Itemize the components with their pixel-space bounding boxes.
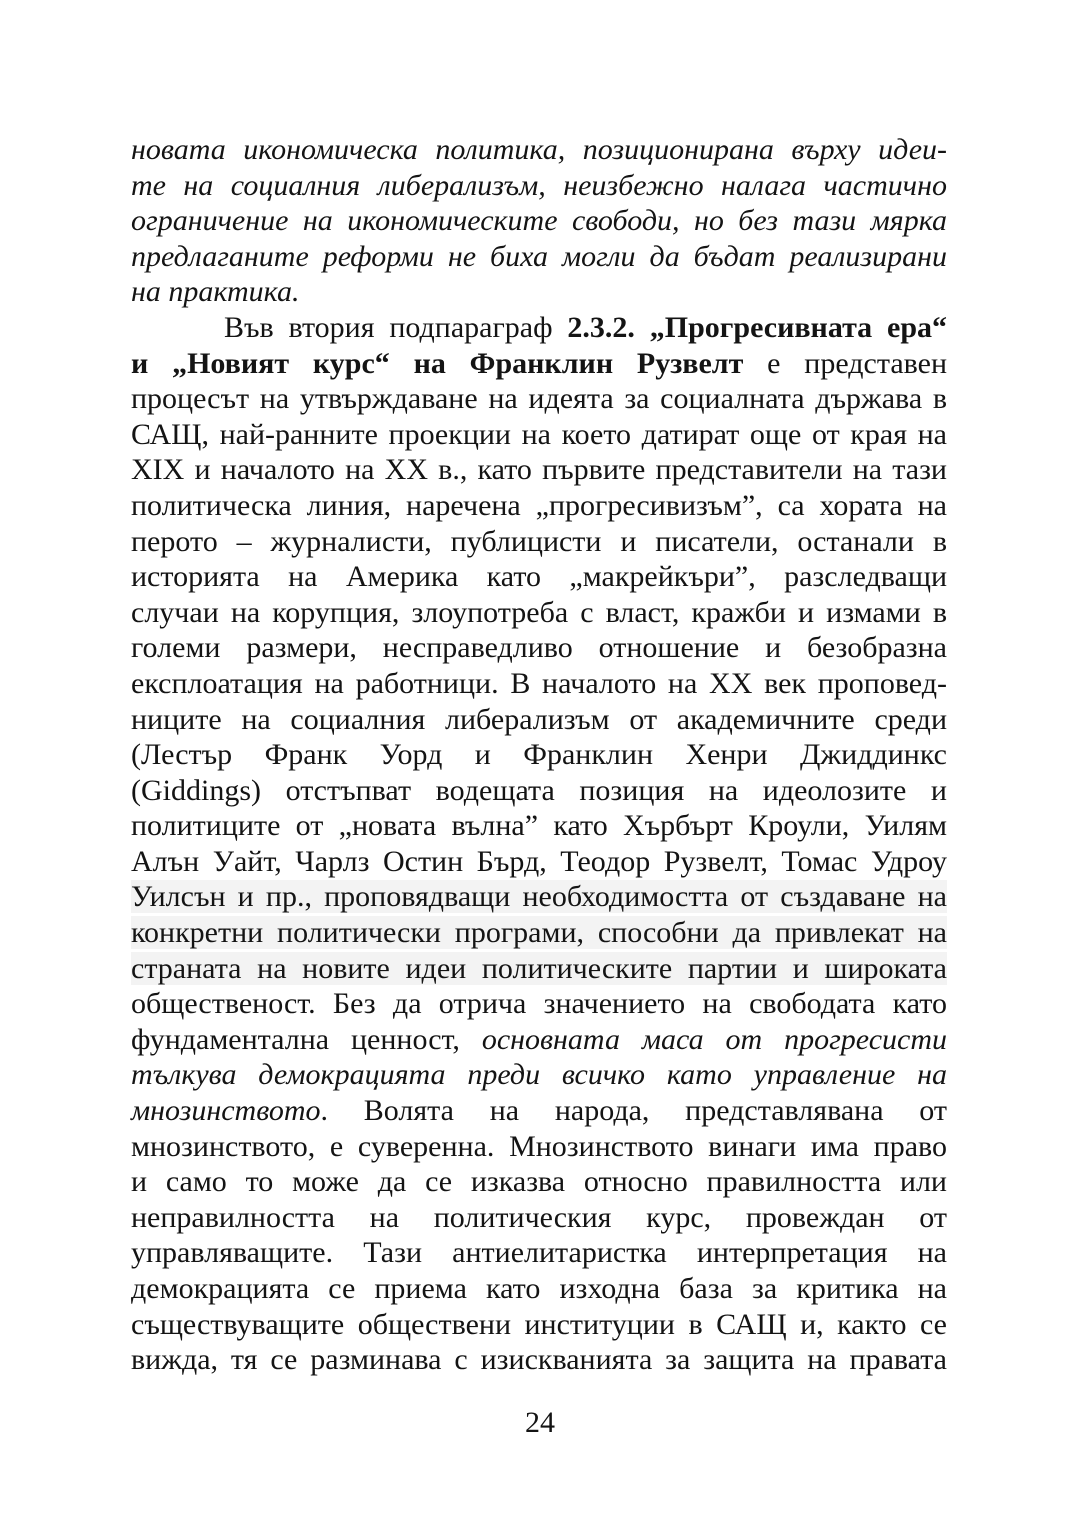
text-segment: е представен bbox=[743, 346, 947, 380]
text-line bbox=[131, 488, 947, 524]
text-line bbox=[131, 1200, 947, 1236]
text-line bbox=[131, 559, 947, 595]
text-line bbox=[131, 666, 947, 702]
text-line-content bbox=[131, 347, 947, 380]
text-segment: САЩ, най-ранните проекции на което датират още от края на bbox=[131, 417, 947, 451]
text-segment: конкретни политически програми, способни да привлекат на bbox=[131, 916, 947, 950]
text-segment: и само то може да се изказва относно правилността или bbox=[131, 1165, 947, 1199]
text-segment: демокрацията се приема като изходна база за критика на bbox=[131, 1272, 947, 1305]
text-segment: те на социалния либерализъм, неизбежно налага частично bbox=[131, 168, 947, 202]
text-line-content bbox=[131, 1308, 947, 1341]
text-line bbox=[131, 737, 947, 773]
text-line-content bbox=[131, 1236, 947, 1269]
text-line bbox=[131, 239, 947, 275]
text-line-content bbox=[131, 845, 947, 878]
text-line-content bbox=[131, 1094, 947, 1127]
text-line-content bbox=[131, 738, 947, 771]
page-body bbox=[131, 132, 947, 1378]
text-segment: управляващите. Тази антиелитаристка интерпретация на bbox=[131, 1236, 947, 1270]
text-line-content bbox=[131, 418, 947, 451]
text-segment: . Волята на народа, представлявана от bbox=[320, 1094, 947, 1128]
text-segment: процесът на утвърждаване на идеята за социалната държава в bbox=[131, 382, 947, 416]
text-line bbox=[131, 1307, 947, 1343]
text-line-content bbox=[131, 525, 947, 558]
text-line-content bbox=[131, 1130, 947, 1163]
text-segment: мнозинството, е суверенна. Мнозинството винаги има право bbox=[131, 1129, 947, 1163]
text-segment: вижда, тя се разминава с изискванията за защита на правата bbox=[131, 1343, 947, 1377]
text-line-content bbox=[131, 453, 947, 486]
text-segment: историята на Америка като „макрейкъри”, разследващи bbox=[131, 560, 947, 594]
text-segment: политическа линия, наречена „прогресивизъм”, са хората на bbox=[131, 488, 947, 522]
text-line-content bbox=[131, 952, 947, 985]
text-line bbox=[131, 346, 947, 382]
text-segment: фундаментална ценност, bbox=[131, 1022, 482, 1056]
text-line bbox=[131, 1129, 947, 1165]
text-line-content bbox=[131, 703, 947, 736]
text-line bbox=[131, 1342, 947, 1378]
text-line-content bbox=[131, 489, 947, 522]
text-line bbox=[131, 951, 947, 987]
text-line-content bbox=[131, 987, 947, 1020]
text-line bbox=[131, 417, 947, 453]
text-segment: неправилността на политическия курс, провеждан от bbox=[131, 1200, 947, 1234]
text-segment: експлоатация на работници. В началото на XX век проповед- bbox=[131, 666, 947, 700]
text-line bbox=[131, 1271, 947, 1307]
text-line-content bbox=[131, 1058, 947, 1091]
text-segment: тълкува демокрацията преди всичко като управление на bbox=[131, 1058, 947, 1092]
text-line bbox=[131, 132, 947, 168]
text-line-content bbox=[131, 774, 947, 807]
text-line bbox=[131, 381, 947, 417]
text-line-content bbox=[131, 596, 947, 629]
text-line bbox=[131, 1235, 947, 1271]
text-line-content bbox=[131, 916, 947, 949]
text-line-content bbox=[131, 1023, 947, 1056]
text-segment: Алън Уайт, Чарлз Остин Бърд, Теодор Рузвелт, Томас Удроу bbox=[131, 844, 947, 878]
text-segment: (Лестър Франк Уорд и Франклин Хенри Джиддинкс bbox=[131, 738, 947, 772]
text-line bbox=[131, 1164, 947, 1200]
text-segment: общественост. Без да отрича значението на свободата като bbox=[131, 987, 947, 1021]
text-line bbox=[131, 168, 947, 204]
text-line bbox=[131, 1057, 947, 1093]
text-line bbox=[131, 452, 947, 488]
text-line bbox=[131, 808, 947, 844]
text-segment: Уилсън и пр., проповядващи необходимостта от създаване на bbox=[131, 880, 947, 914]
page-number: 24 bbox=[525, 1406, 555, 1439]
text-line-content bbox=[131, 204, 947, 237]
text-line bbox=[131, 702, 947, 738]
text-line-content bbox=[131, 382, 947, 415]
text-line-content bbox=[131, 631, 947, 664]
text-line bbox=[131, 844, 947, 880]
text-segment: Във втория подпараграф bbox=[224, 310, 568, 344]
text-line-content bbox=[131, 275, 299, 308]
text-segment: големи размери, несправедливо отношение и безобразна bbox=[131, 631, 947, 665]
text-line-content bbox=[131, 809, 947, 842]
text-line bbox=[131, 203, 947, 239]
text-line-content bbox=[131, 1272, 947, 1305]
text-line-content bbox=[131, 1165, 947, 1198]
text-line-content bbox=[131, 667, 947, 700]
text-segment: XIX и началото на XX в., като първите представители на тази bbox=[131, 453, 947, 487]
text-line-content bbox=[131, 1201, 947, 1234]
text-line bbox=[131, 773, 947, 809]
text-line bbox=[131, 310, 947, 346]
text-segment: 2.3.2. „Прогресивната ера“ bbox=[567, 310, 948, 344]
text-segment: основната маса от прогресисти bbox=[481, 1022, 947, 1056]
text-line bbox=[131, 630, 947, 666]
text-segment: новата икономическа политика, позиционирана върху идеи- bbox=[131, 133, 947, 166]
text-line-content bbox=[131, 169, 947, 202]
text-segment: политиците от „новата вълна” като Хърбърт Кроули, Уилям bbox=[131, 809, 947, 843]
text-line bbox=[131, 986, 947, 1022]
text-line bbox=[131, 595, 947, 631]
text-segment: (Giddings) отстъпват водещата позиция на идеолозите и bbox=[131, 773, 947, 807]
text-segment: предлаганите реформи не биха могли да бъдат реализирани bbox=[131, 239, 947, 273]
text-line-content bbox=[131, 240, 947, 273]
text-line bbox=[131, 524, 947, 560]
text-line bbox=[131, 1093, 947, 1129]
text-segment: мнозинството bbox=[131, 1094, 321, 1128]
text-segment: ниците на социалния либерализъм от академичните среди bbox=[131, 702, 947, 736]
text-segment: страната на новите идеи политическите партии и широката bbox=[131, 951, 947, 985]
text-segment: и „Новият курс“ на Франклин Рузвелт bbox=[131, 346, 744, 380]
text-line bbox=[131, 915, 947, 951]
text-line bbox=[131, 879, 947, 915]
text-segment: случаи на корупция, злоупотреба с власт, кражби и измами в bbox=[131, 595, 947, 629]
text-line-content bbox=[131, 1343, 947, 1376]
text-line-content bbox=[131, 133, 947, 166]
text-line-content bbox=[131, 560, 947, 593]
text-segment: на практика. bbox=[131, 275, 300, 309]
text-line-content bbox=[131, 880, 947, 913]
text-segment: съществуващите обществени институции в САЩ и, както се bbox=[131, 1307, 947, 1341]
text-segment: ограничение на икономическите свободи, но без тази мярка bbox=[131, 204, 947, 238]
text-segment: перото – журналисти, публицисти и писатели, останали в bbox=[131, 524, 947, 558]
text-line bbox=[131, 274, 947, 310]
text-line-content bbox=[224, 311, 947, 344]
text-line bbox=[131, 1022, 947, 1058]
